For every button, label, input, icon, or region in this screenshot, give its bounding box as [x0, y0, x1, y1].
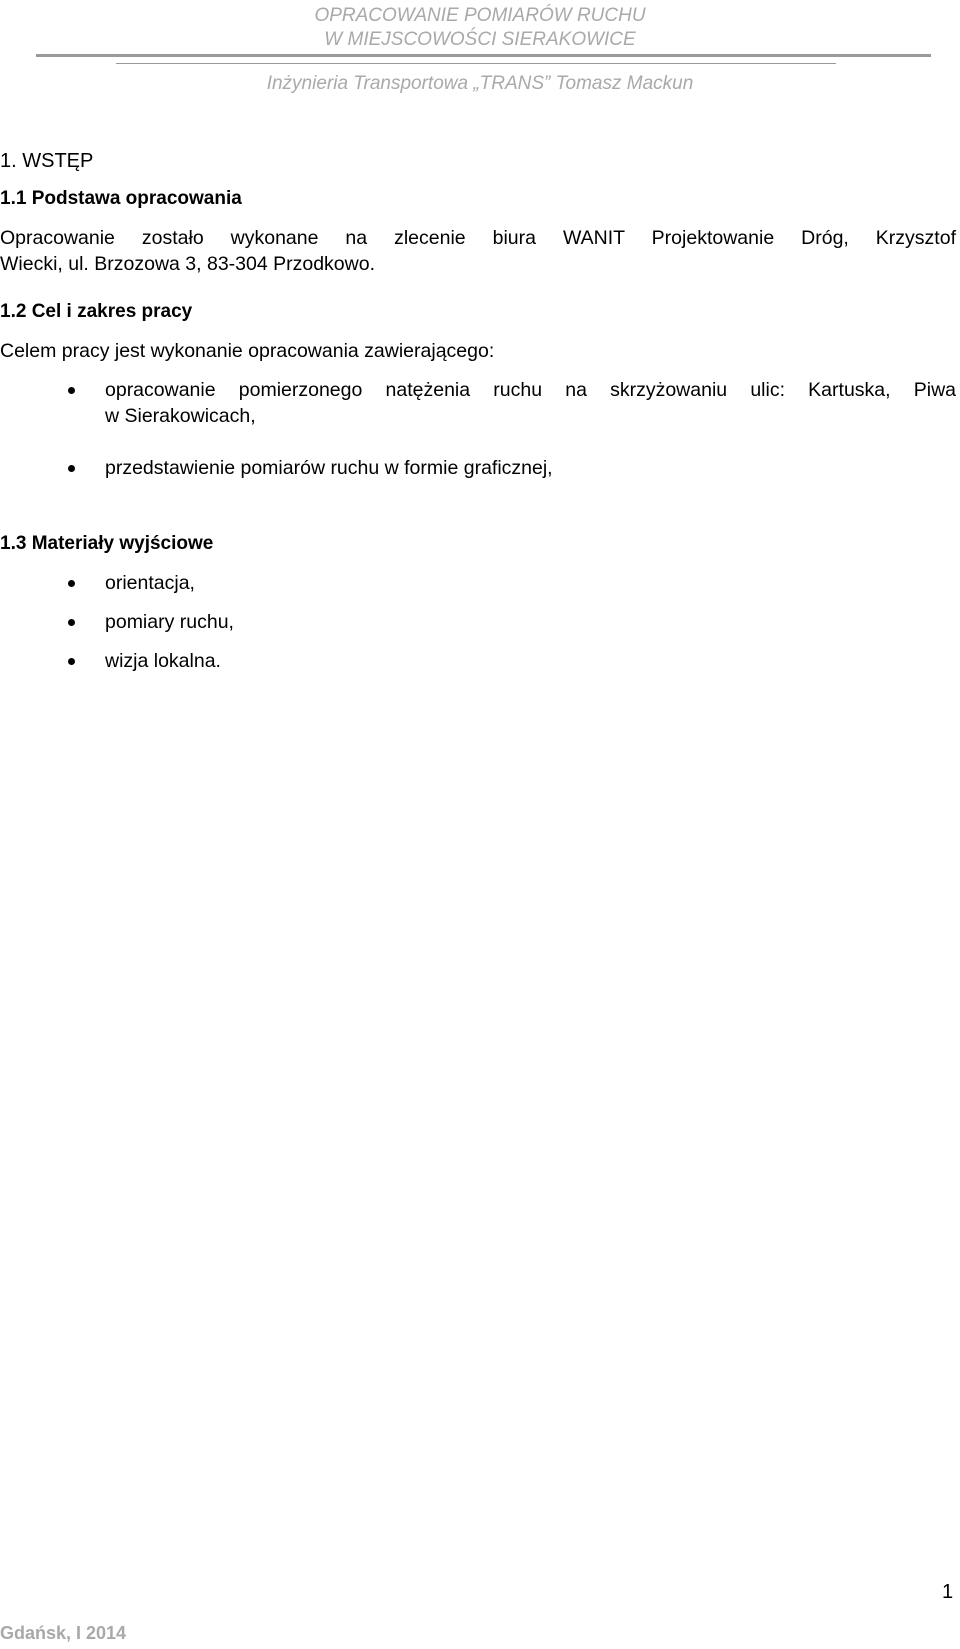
header-divider-thin — [116, 63, 836, 64]
list-item-text: przedstawienie pomiarów ruchu w formie graficznej, — [105, 457, 553, 479]
paragraph-podstawa-line1: Opracowanie zostało wykonane na zlecenie biura WANIT Projektowanie Dróg, Krzysztof — [0, 227, 956, 249]
bullet-icon — [68, 387, 75, 394]
paragraph-cel-intro: Celem pracy jest wykonanie opracowania zawierającego: — [0, 340, 495, 362]
header-title-line1: OPRACOWANIE POMIARÓW RUCHU — [314, 5, 646, 26]
bullet-icon — [68, 658, 75, 665]
subsection-heading-cel: 1.2 Cel i zakres pracy — [0, 301, 193, 322]
list-item-text: wizja lokalna. — [105, 650, 221, 672]
subsection-heading-podstawa: 1.1 Podstawa opracowania — [0, 188, 242, 209]
bullet-icon — [68, 465, 75, 472]
paragraph-podstawa — [0, 225, 956, 277]
header-divider — [36, 54, 931, 57]
page-number: 1 — [942, 1581, 954, 1603]
subsection-heading-materialy: 1.3 Materiały wyjściowe — [0, 533, 214, 554]
header-company: Inżynieria Transportowa „TRANS” Tomasz Mackun — [266, 73, 694, 94]
bullet-icon — [68, 580, 75, 587]
bullet-icon — [68, 619, 75, 626]
footer-place-date: Gdańsk, I 2014 — [0, 1623, 127, 1643]
list-item-line2: w Sierakowicach, — [105, 405, 256, 427]
list-item-text: orientacja, — [105, 572, 195, 594]
list-item-text — [105, 377, 956, 429]
paragraph-podstawa-line2: Wiecki, ul. Brzozowa 3, 83-304 Przodkowo. — [0, 253, 375, 275]
list-item-text: pomiary ruchu, — [105, 611, 234, 633]
list-item-line1: opracowanie pomierzonego natężenia ruchu na skrzyżowaniu ulic: Kartuska, Piwa — [105, 379, 956, 401]
header-title-line2: W MIEJSCOWOŚCI SIERAKOWICE — [324, 29, 636, 50]
section-heading-wstep: 1. WSTĘP — [0, 150, 94, 172]
